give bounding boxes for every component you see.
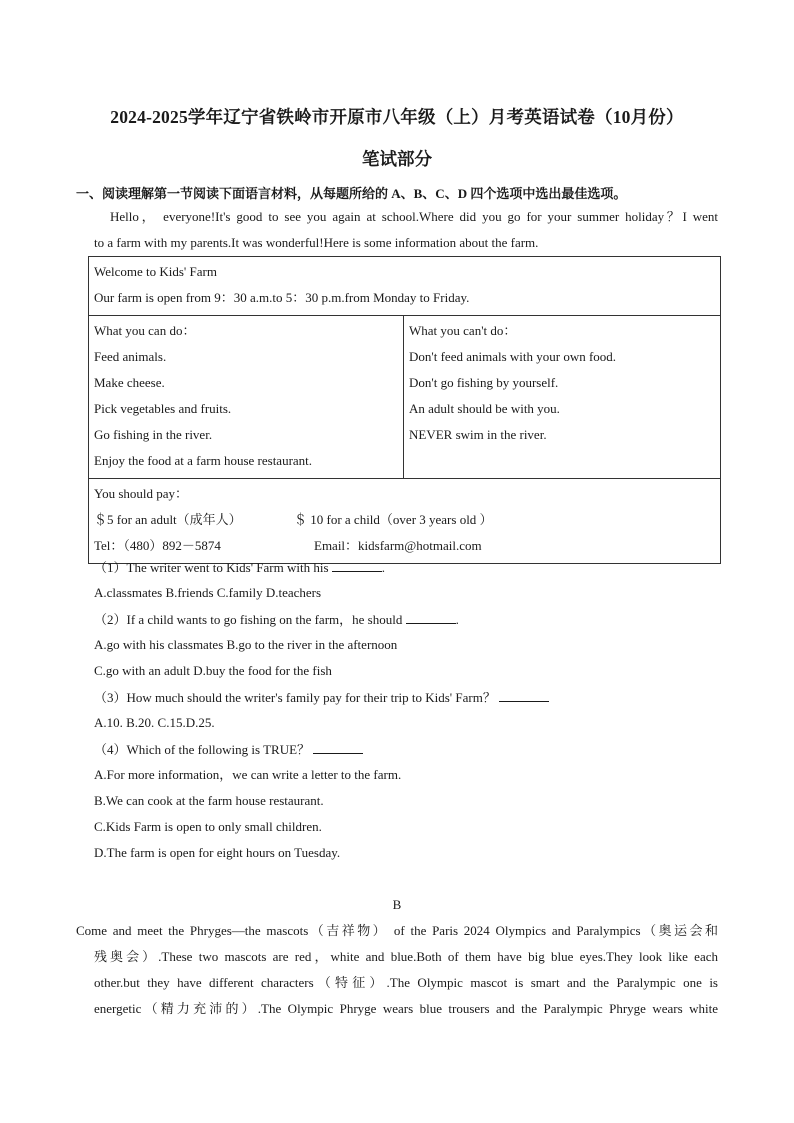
question-4-option-b: B.We can cook at the farm house restaurant. [94,793,324,808]
exam-title: 2024-2025学年辽宁省铁岭市开原市八年级（上）月考英语试卷（10月份） [110,107,684,127]
table-row-activities [89,316,721,479]
cant-do-item: Don't feed animals with your own food. [409,349,617,364]
contact-info [94,533,715,559]
farm-phone: Tel：（480）892－5874 [94,538,221,553]
passage-a-intro-line-1: Hello， everyone!It's good to see you again at school.Where did you go for your summer holiday？I went [110,209,718,224]
question-3-options: A.10. B.20. C.15.D.25. [94,715,215,730]
can-do-cell [89,316,404,479]
question-4-stem: （4）Which of the following is TRUE？ [94,741,363,758]
pay-prices [94,507,715,533]
question-4-option-a: A.For more information，we can write a letter to the farm. [94,767,402,782]
passage-b-label: B [392,897,402,912]
passage-b-line-4: energetic（精力充沛的）.The Olympic Phryge wears blue trousers and the Paralympic Phryge wears white [94,1001,718,1016]
adult-price: ＄5 for an adult（成年人） [94,512,242,527]
passage-b-line-2: 残奥会）.These two mascots are red，white and blue.Both of them have big blue eyes.They look like each [94,949,718,964]
question-1-options: A.classmates B.friends C.family D.teachers [94,585,322,600]
child-price: ＄ 10 for a child（over 3 years old ） [294,512,493,527]
cant-do-cell [404,316,721,479]
can-do-item: Make cheese. [94,375,165,390]
table-row-pay [89,479,721,564]
farm-welcome-text: Welcome to Kids' Farm [94,264,217,279]
can-do-item: Pick vegetables and fruits. [94,401,232,416]
cant-do-item: Don't go fishing by yourself. [409,375,559,390]
answer-blank [313,741,363,754]
passage-b-line-1: Come and meet the Phryges—the mascots（吉祥物） of the Paris 2024 Olympics and Paralympics（奥运会和 [76,923,718,938]
passage-a-intro-line-2: to a farm with my parents.It was wonderful!Here is some information about the farm. [94,235,539,250]
question-4-option-d: D.The farm is open for eight hours on Tuesday. [94,845,341,860]
cant-do-header: What you can't do： [409,323,517,338]
answer-blank [406,611,456,624]
farm-hours-text: Our farm is open from 9：30 a.m.to 5：30 p.m.from Monday to Friday. [94,290,470,305]
exam-subtitle: 笔试部分 [362,149,432,169]
cant-do-item: An adult should be with you. [409,401,560,416]
can-do-item: Go fishing in the river. [94,427,213,442]
question-2-stem: （2）If a child wants to go fishing on the farm，he should . [94,612,459,627]
passage-b-line-3: other.but they have different characters（特征）.The Olympic mascot is smart and the Paralympic one is [94,975,718,990]
section-heading: 一、阅读理解第一节阅读下面语言材料，从每题所给的 A、B、C、D 四个选项中选出最佳选项。 [76,186,627,201]
question-2-options-line-1: A.go with his classmates B.go to the river in the afternoon [94,637,398,652]
question-3-stem: （3）How much should the writer's family pay for their trip to Kids' Farm？ [94,689,549,706]
table-row-welcome [89,257,721,316]
can-do-header: What you can do： [94,323,196,338]
farm-info-table [88,256,721,564]
answer-blank [332,559,382,572]
pay-header: You should pay： [94,486,189,501]
question-2-options-line-2: C.go with an adult D.buy the food for the fish [94,663,332,678]
can-do-item: Feed animals. [94,349,167,364]
answer-blank [499,689,549,702]
question-4-option-c: C.Kids Farm is open to only small children. [94,819,322,834]
question-1-stem: （1）The writer went to Kids' Farm with his . [94,560,386,575]
can-do-item: Enjoy the food at a farm house restaurant. [94,453,313,468]
cant-do-item: NEVER swim in the river. [409,427,547,442]
farm-email: Email：kidsfarm@hotmail.com [314,538,482,553]
